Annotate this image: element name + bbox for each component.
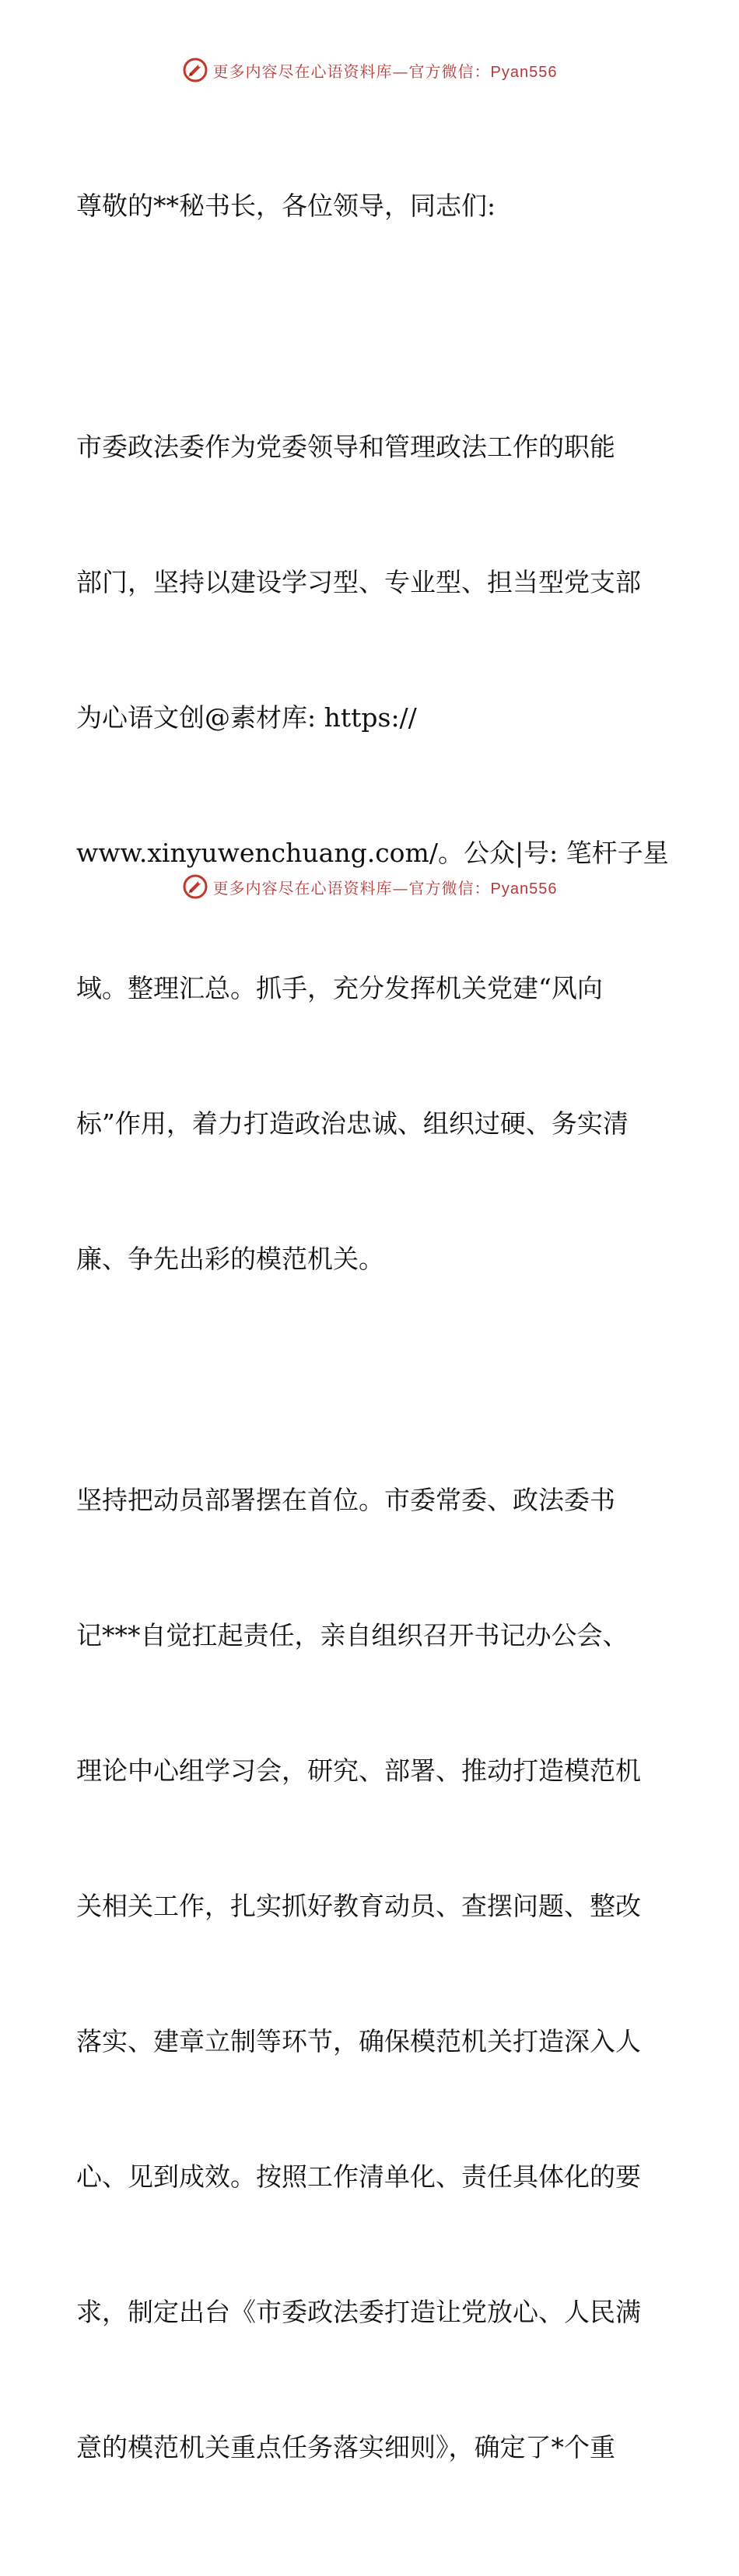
watermark-text: 更多内容尽在心语资料库—官方微信：Pyan556 bbox=[212, 61, 558, 81]
paragraph-greeting bbox=[76, 93, 667, 319]
text-line: 心、见到成效。按照工作清单化、责任具体化的要 bbox=[76, 2161, 641, 2192]
text-line: 记***自觉扛起责任，亲自组织召开书记办公会、 bbox=[76, 1620, 629, 1650]
text-line: 理论中心组学习会，研究、部署、推动打造模范机 bbox=[76, 1755, 641, 1786]
text-line: 标”作用，着力打造政治忠诚、组织过硬、务实清 bbox=[76, 1108, 629, 1139]
text-line: 部门，坚持以建设学习型、专业型、担当型党支部 bbox=[76, 567, 641, 597]
text-line: 廉、争先出彩的模范机关。 bbox=[76, 1244, 384, 1274]
watermark-banner-bottom bbox=[0, 871, 739, 902]
text-line: 关相关工作，扎实抓好教育动员、查摆问题、整改 bbox=[76, 1891, 641, 1921]
paragraph-intro bbox=[76, 334, 667, 1372]
text-line: www.xinyuwenchuang.com/。公众|号: 笔杆子星 bbox=[76, 838, 669, 868]
text-line: 坚持把动员部署摆在首位。市委常委、政法委书 bbox=[76, 1485, 615, 1515]
brand-logo-icon bbox=[182, 873, 208, 900]
text-line: 域。整理汇总。抓手，充分发挥机关党建“风向 bbox=[76, 973, 603, 1003]
text-line: 求，制定出台《市委政法委打造让党放心、人民满 bbox=[76, 2297, 641, 2327]
watermark-text: 更多内容尽在心语资料库—官方微信：Pyan556 bbox=[212, 878, 558, 898]
text-line: 市委政法委作为党委领导和管理政法工作的职能 bbox=[76, 432, 615, 462]
text-line: 意的模范机关重点任务落实细则》，确定了*个重 bbox=[76, 2432, 615, 2462]
brand-logo-icon bbox=[182, 57, 208, 83]
text-line: 尊敬的**秘书长，各位领导，同志们: bbox=[76, 191, 496, 221]
watermark-banner-top bbox=[0, 54, 739, 86]
text-line: 为心语文创@素材库: https:// bbox=[76, 702, 417, 733]
text-line: 落实、建章立制等环节，确保模范机关打造深入人 bbox=[76, 2026, 641, 2056]
document-body bbox=[76, 93, 667, 2576]
paragraph-mobilization bbox=[76, 1388, 667, 2560]
